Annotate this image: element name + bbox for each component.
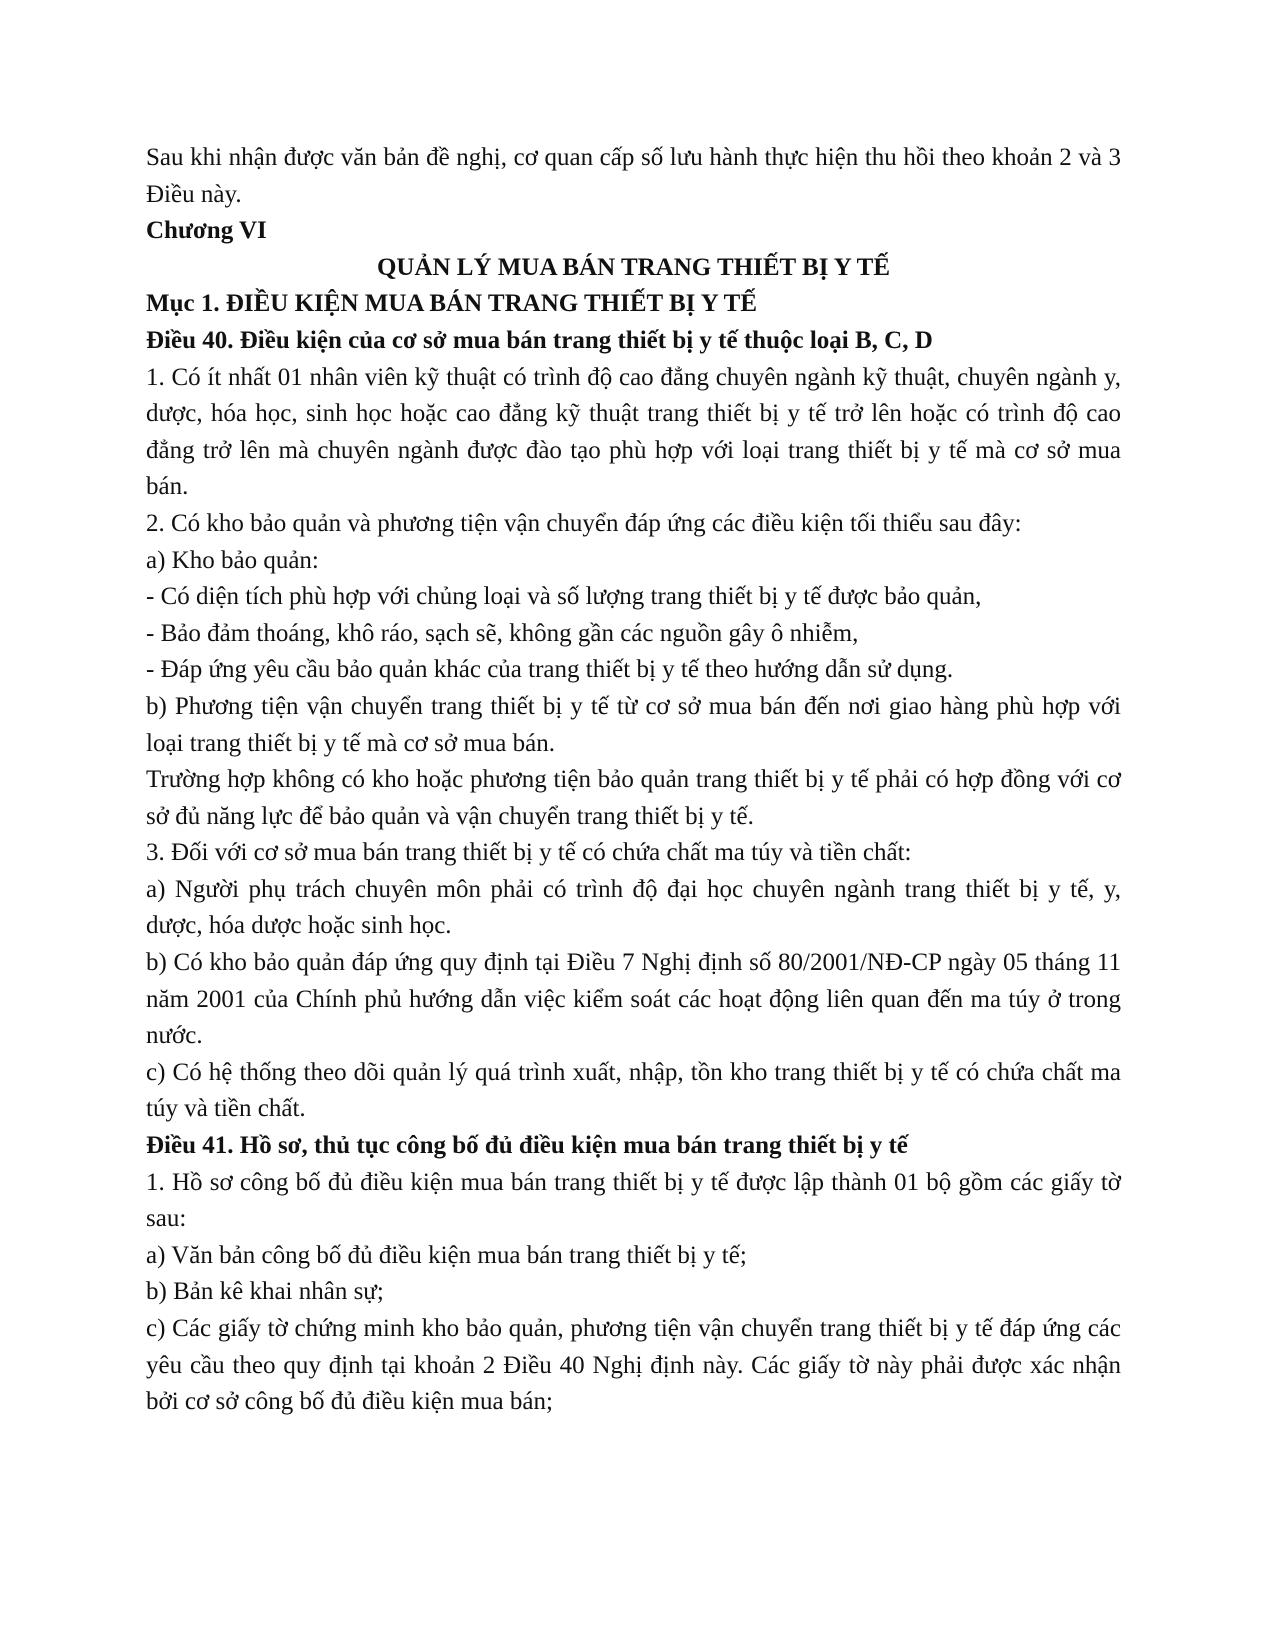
intro-paragraph: Sau khi nhận được văn bản đề nghị, cơ quan cấp số lưu hành thực hiện thu hồi theo khoản 2 và 3 Điều này.: [146, 144, 1121, 208]
document-page: [146, 140, 1121, 1421]
article-40-clause-3: 3. Đối với cơ sở mua bán trang thiết bị y tế có chứa chất ma túy và tiền chất:: [146, 839, 912, 867]
article-40-clause-2a-item-3: - Đáp ứng yêu cầu bảo quản khác của trang thiết bị y tế theo hướng dẫn sử dụng.: [146, 656, 954, 684]
article-40-heading: Điều 40. Điều kiện của cơ sở mua bán trang thiết bị y tế thuộc loại B, C, D: [146, 326, 933, 354]
article-40-clause-2-note: Trường hợp không có kho hoặc phương tiện bảo quản trang thiết bị y tế phải có hợp đồng với cơ sở đủ năng lực để bảo quản và vận chuyển trang thiết bị y tế.: [146, 766, 1121, 830]
article-40-clause-2: 2. Có kho bảo quản và phương tiện vận chuyển đáp ứng các điều kiện tối thiểu sau đây:: [146, 509, 1022, 537]
article-40-clause-3c: c) Có hệ thống theo dõi quản lý quá trình xuất, nhập, tồn kho trang thiết bị y tế có chứa chất ma túy và tiền chất.: [146, 1058, 1121, 1123]
section-heading: Mục 1. ĐIỀU KIỆN MUA BÁN TRANG THIẾT BỊ Y TẾ: [146, 290, 757, 318]
article-41-clause-1b: b) Bản kê khai nhân sự;: [146, 1278, 384, 1306]
article-40-clause-3a: a) Người phụ trách chuyên môn phải có trình độ đại học chuyên ngành trang thiết bị y tế, y, dược, hóa dược hoặc sinh học.: [146, 875, 1121, 940]
article-40-clause-2a-item-2: - Bảo đảm thoáng, khô ráo, sạch sẽ, không gần các nguồn gây ô nhiễm,: [146, 619, 859, 647]
article-40-clause-1: 1. Có ít nhất 01 nhân viên kỹ thuật có trình độ cao đẳng chuyên ngành kỹ thuật, chuyên ngành y, dược, hóa học, sinh học hoặc cao đẳng kỹ thuật trang thiết bị y tế trở lên hoặc có trình độ cao đẳng trở lên mà chuyên ngành được đào tạo phù hợp với loại trang thiết bị y tế mà cơ sở mua bán.: [146, 363, 1121, 501]
article-40-clause-2a-item-1: - Có diện tích phù hợp với chủng loại và số lượng trang thiết bị y tế được bảo quản,: [146, 583, 982, 611]
article-41-clause-1a: a) Văn bản công bố đủ điều kiện mua bán trang thiết bị y tế;: [146, 1241, 747, 1269]
article-41-clause-1c: c) Các giấy tờ chứng minh kho bảo quản, phương tiện vận chuyển trang thiết bị y tế đáp ứng các yêu cầu theo quy định tại khoản 2 Điều 40 Nghị định này. Các giấy tờ này phải được xác nhận bởi cơ sở công bố đủ điều kiện mua bán;: [146, 1315, 1121, 1416]
chapter-title: QUẢN LÝ MUA BÁN TRANG THIẾT BỊ Y TẾ: [376, 253, 891, 281]
article-41-heading: Điều 41. Hồ sơ, thủ tục công bố đủ điều kiện mua bán trang thiết bị y tế: [146, 1132, 908, 1160]
chapter-label: Chương VI: [146, 217, 267, 245]
article-40-clause-2b: b) Phương tiện vận chuyển trang thiết bị y tế từ cơ sở mua bán đến nơi giao hàng phù hợp với loại trang thiết bị y tế mà cơ sở mua bán.: [146, 692, 1121, 757]
article-40-clause-2a: a) Kho bảo quản:: [146, 546, 319, 574]
article-40-clause-3b: b) Có kho bảo quản đáp ứng quy định tại Điều 7 Nghị định số 80/2001/NĐ-CP ngày 05 tháng 11 năm 2001 của Chính phủ hướng dẫn việc kiểm soát các hoạt động liên quan đến ma túy ở trong nước.: [146, 949, 1121, 1050]
article-41-clause-1: 1. Hồ sơ công bố đủ điều kiện mua bán trang thiết bị y tế được lập thành 01 bộ gồm các giấy tờ sau:: [146, 1168, 1121, 1233]
